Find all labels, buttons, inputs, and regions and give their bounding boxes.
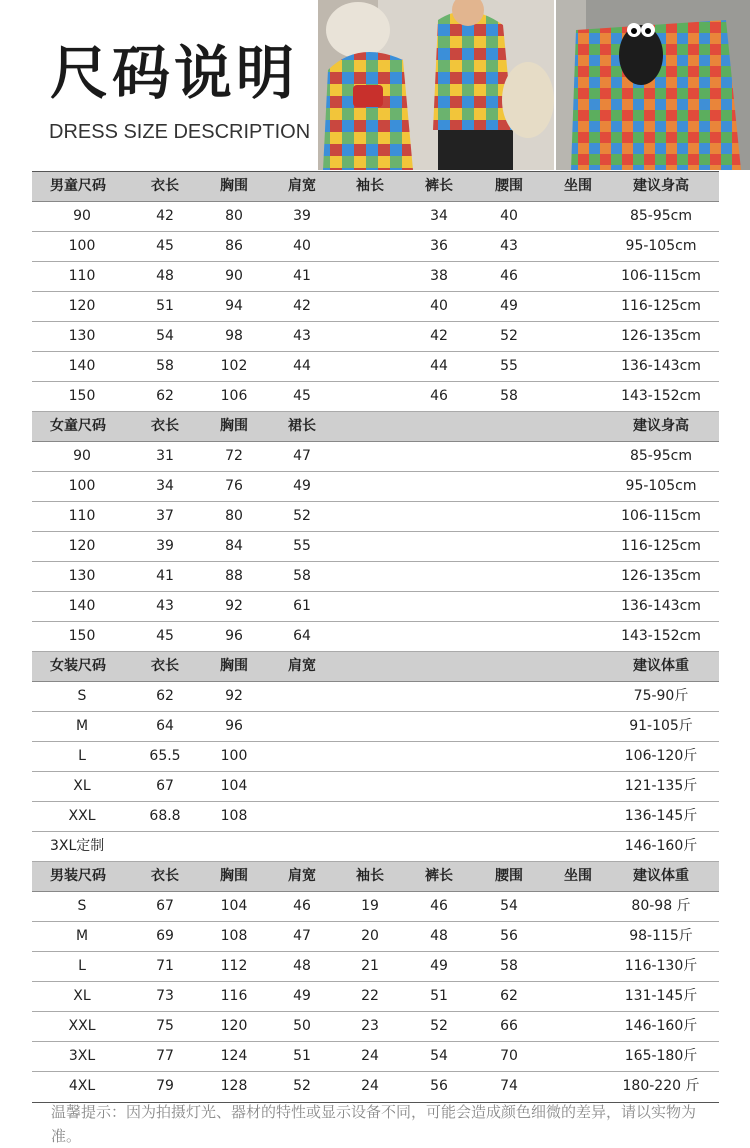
value-cell: 77 [156, 1048, 174, 1064]
value-cell: 43 [500, 238, 518, 254]
value-cell: 52 [293, 1078, 311, 1094]
page-title: 尺码说明 [50, 39, 299, 107]
value-cell: 31 [156, 448, 174, 464]
value-cell: 38 [430, 268, 448, 284]
value-cell: 112 [220, 958, 248, 974]
table-row [32, 622, 719, 652]
header-cell: 衣长 [151, 178, 179, 194]
value-cell: 126-135cm [621, 328, 701, 344]
value-cell: 68.8 [149, 808, 181, 824]
size-cell: XL [73, 778, 91, 794]
table-row [32, 892, 719, 922]
size-cell: 150 [68, 628, 96, 644]
value-cell: 47 [293, 448, 311, 464]
value-cell: 116-130斤 [624, 958, 698, 974]
table-row [32, 682, 719, 712]
header-cell: 袖长 [356, 868, 384, 884]
value-cell: 54 [500, 898, 518, 914]
table-row [32, 502, 719, 532]
value-cell: 62 [500, 988, 518, 1004]
value-cell: 58 [500, 388, 518, 404]
header-cell: 裤长 [425, 868, 453, 884]
value-cell: 40 [430, 298, 448, 314]
page-subtitle: DRESS SIZE DESCRIPTION [49, 121, 311, 143]
size-cell: 3XL定制 [50, 838, 105, 854]
table-row [32, 232, 719, 262]
size-cell: 4XL [68, 1078, 96, 1094]
value-cell: 66 [500, 1018, 518, 1034]
value-cell: 52 [500, 328, 518, 344]
size-cell: 110 [68, 508, 96, 524]
value-cell: 42 [293, 298, 311, 314]
table-row [32, 952, 719, 982]
value-cell: 42 [156, 208, 174, 224]
value-cell: 23 [361, 1018, 379, 1034]
header-cell: 建议身高 [633, 178, 689, 194]
value-cell: 128 [220, 1078, 248, 1094]
size-cell: 90 [73, 208, 91, 224]
value-cell: 34 [156, 478, 174, 494]
value-cell: 54 [156, 328, 174, 344]
value-cell: 91-105斤 [629, 718, 693, 734]
value-cell: 48 [293, 958, 311, 974]
value-cell: 98-115斤 [629, 928, 693, 944]
header-cell: 肩宽 [288, 868, 316, 884]
table-row [32, 802, 719, 832]
value-cell: 100 [220, 748, 248, 764]
value-cell: 143-152cm [621, 388, 701, 404]
header-cell: 腰围 [495, 868, 523, 884]
value-cell: 71 [156, 958, 174, 974]
size-cell: 130 [68, 328, 96, 344]
value-cell: 56 [500, 928, 518, 944]
size-cell: XXL [68, 1018, 96, 1034]
value-cell: 80 [225, 208, 243, 224]
value-cell: 19 [361, 898, 379, 914]
value-cell: 47 [293, 928, 311, 944]
value-cell: 79 [156, 1078, 174, 1094]
value-cell: 54 [430, 1048, 448, 1064]
header-cell: 女童尺码 [50, 418, 106, 434]
value-cell: 80 [225, 508, 243, 524]
header-cell: 袖长 [356, 178, 384, 194]
header-cell: 胸围 [220, 418, 248, 434]
header-cell: 裤长 [425, 178, 453, 194]
size-cell: L [78, 748, 86, 764]
value-cell: 75 [156, 1018, 174, 1034]
value-cell: 45 [156, 628, 174, 644]
value-cell: 96 [225, 628, 243, 644]
value-cell: 116 [220, 988, 248, 1004]
value-cell: 116-125cm [621, 538, 701, 554]
size-cell: 90 [73, 448, 91, 464]
value-cell: 74 [500, 1078, 518, 1094]
value-cell: 24 [361, 1078, 379, 1094]
value-cell: 92 [225, 688, 243, 704]
value-cell: 58 [156, 358, 174, 374]
value-cell: 146-160斤 [624, 838, 698, 854]
value-cell: 48 [430, 928, 448, 944]
value-cell: 46 [500, 268, 518, 284]
value-cell: 108 [220, 928, 248, 944]
value-cell: 44 [430, 358, 448, 374]
value-cell: 41 [156, 568, 174, 584]
value-cell: 49 [293, 478, 311, 494]
value-cell: 46 [430, 898, 448, 914]
table-row [32, 742, 719, 772]
table-row [32, 592, 719, 622]
header-cell: 建议体重 [633, 868, 689, 884]
size-cell: 150 [68, 388, 96, 404]
value-cell: 124 [220, 1048, 248, 1064]
header-cell: 坐围 [564, 868, 592, 884]
value-cell: 126-135cm [621, 568, 701, 584]
size-cell: M [75, 718, 89, 734]
table-row [32, 532, 719, 562]
size-cell: 100 [68, 478, 96, 494]
table-row [32, 772, 719, 802]
size-cell: S [77, 898, 87, 914]
value-cell: 49 [500, 298, 518, 314]
value-cell: 58 [293, 568, 311, 584]
size-cell: XXL [68, 808, 96, 824]
value-cell: 106-120斤 [624, 748, 698, 764]
value-cell: 49 [430, 958, 448, 974]
value-cell: 40 [500, 208, 518, 224]
value-cell: 49 [293, 988, 311, 1004]
value-cell: 51 [430, 988, 448, 1004]
value-cell: 41 [293, 268, 311, 284]
model-photo-left [318, 0, 554, 170]
value-cell: 95-105cm [625, 238, 697, 254]
value-cell: 51 [156, 298, 174, 314]
header-cell: 坐围 [564, 178, 592, 194]
value-cell: 143-152cm [621, 628, 701, 644]
value-cell: 64 [156, 718, 174, 734]
value-cell: 96 [225, 718, 243, 734]
value-cell: 24 [361, 1048, 379, 1064]
header-cell: 建议体重 [633, 658, 689, 674]
value-cell: 55 [293, 538, 311, 554]
value-cell: 94 [225, 298, 243, 314]
table-row [32, 1042, 719, 1072]
size-cell: S [77, 688, 87, 704]
size-cell: M [75, 928, 89, 944]
table-row [32, 352, 719, 382]
value-cell: 131-145斤 [624, 988, 698, 1004]
value-cell: 76 [225, 478, 243, 494]
value-cell: 61 [293, 598, 311, 614]
size-cell: 120 [68, 538, 96, 554]
table-row [32, 922, 719, 952]
header-cell: 建议身高 [633, 418, 689, 434]
table-row [32, 382, 719, 412]
header-cell: 胸围 [220, 868, 248, 884]
table-row [32, 562, 719, 592]
value-cell: 40 [293, 238, 311, 254]
size-cell: 3XL [68, 1048, 96, 1064]
size-cell: 110 [68, 268, 96, 284]
table-row [32, 262, 719, 292]
value-cell: 67 [156, 898, 174, 914]
value-cell: 90 [225, 268, 243, 284]
table-row [32, 292, 719, 322]
value-cell: 69 [156, 928, 174, 944]
value-cell: 62 [156, 388, 174, 404]
value-cell: 64 [293, 628, 311, 644]
value-cell: 70 [500, 1048, 518, 1064]
value-cell: 165-180斤 [624, 1048, 698, 1064]
value-cell: 108 [220, 808, 248, 824]
disclaimer-note: 温馨提示：因为拍摄灯光、器材的特性或显示设备不同，可能会造成颜色细微的差异，请以实物为准。 [51, 1103, 697, 1145]
value-cell: 39 [293, 208, 311, 224]
value-cell: 50 [293, 1018, 311, 1034]
value-cell: 22 [361, 988, 379, 1004]
value-cell: 42 [430, 328, 448, 344]
header-cell: 腰围 [495, 178, 523, 194]
table-row [32, 202, 719, 232]
value-cell: 45 [293, 388, 311, 404]
header-cell: 男装尺码 [50, 868, 106, 884]
value-cell: 120 [220, 1018, 248, 1034]
value-cell: 98 [225, 328, 243, 344]
header-cell: 胸围 [220, 658, 248, 674]
table-row [32, 982, 719, 1012]
table-row [32, 1012, 719, 1042]
value-cell: 56 [430, 1078, 448, 1094]
value-cell: 106-115cm [621, 508, 701, 524]
header-cell: 肩宽 [288, 178, 316, 194]
value-cell: 106 [220, 388, 248, 404]
value-cell: 39 [156, 538, 174, 554]
value-cell: 102 [220, 358, 248, 374]
model-photo-right [556, 0, 750, 170]
value-cell: 45 [156, 238, 174, 254]
value-cell: 37 [156, 508, 174, 524]
value-cell: 58 [500, 958, 518, 974]
value-cell: 65.5 [149, 748, 181, 764]
value-cell: 106-115cm [621, 268, 701, 284]
header-cell: 裙长 [288, 418, 316, 434]
value-cell: 48 [156, 268, 174, 284]
value-cell: 85-95cm [629, 208, 693, 224]
size-cell: XL [73, 988, 91, 1004]
value-cell: 136-143cm [621, 598, 701, 614]
value-cell: 46 [293, 898, 311, 914]
value-cell: 104 [220, 898, 248, 914]
size-cell: 130 [68, 568, 96, 584]
header-cell: 胸围 [220, 178, 248, 194]
value-cell: 180-220 斤 [622, 1078, 700, 1094]
table-row [32, 472, 719, 502]
header-cell: 肩宽 [288, 658, 316, 674]
size-cell: 140 [68, 598, 96, 614]
size-cell: 120 [68, 298, 96, 314]
value-cell: 121-135斤 [624, 778, 698, 794]
value-cell: 62 [156, 688, 174, 704]
value-cell: 136-143cm [621, 358, 701, 374]
size-cell: 100 [68, 238, 96, 254]
section-header-boys [32, 172, 719, 202]
value-cell: 73 [156, 988, 174, 1004]
value-cell: 43 [156, 598, 174, 614]
value-cell: 52 [430, 1018, 448, 1034]
value-cell: 85-95cm [629, 448, 693, 464]
value-cell: 52 [293, 508, 311, 524]
table-row [32, 712, 719, 742]
value-cell: 72 [225, 448, 243, 464]
value-cell: 36 [430, 238, 448, 254]
value-cell: 86 [225, 238, 243, 254]
section-header-women [32, 652, 719, 682]
value-cell: 34 [430, 208, 448, 224]
header-cell: 男童尺码 [50, 178, 106, 194]
value-cell: 95-105cm [625, 478, 697, 494]
size-cell: 140 [68, 358, 96, 374]
header-cell: 衣长 [151, 658, 179, 674]
size-cell: L [78, 958, 86, 974]
value-cell: 104 [220, 778, 248, 794]
header-cell: 衣长 [151, 868, 179, 884]
table-row [32, 1072, 719, 1102]
size-chart-table [32, 171, 719, 1103]
value-cell: 92 [225, 598, 243, 614]
value-cell: 116-125cm [621, 298, 701, 314]
value-cell: 46 [430, 388, 448, 404]
section-header-men [32, 862, 719, 892]
value-cell: 55 [500, 358, 518, 374]
table-row [32, 832, 719, 862]
table-row [32, 322, 719, 352]
value-cell: 21 [361, 958, 379, 974]
value-cell: 43 [293, 328, 311, 344]
value-cell: 146-160斤 [624, 1018, 698, 1034]
section-header-girls [32, 412, 719, 442]
value-cell: 88 [225, 568, 243, 584]
value-cell: 75-90斤 [633, 688, 689, 704]
value-cell: 67 [156, 778, 174, 794]
value-cell: 44 [293, 358, 311, 374]
header-cell: 女装尺码 [50, 658, 106, 674]
value-cell: 136-145斤 [624, 808, 698, 824]
value-cell: 84 [225, 538, 243, 554]
value-cell: 51 [293, 1048, 311, 1064]
value-cell: 80-98 斤 [631, 898, 691, 914]
table-row [32, 442, 719, 472]
value-cell: 20 [361, 928, 379, 944]
header-cell: 衣长 [151, 418, 179, 434]
